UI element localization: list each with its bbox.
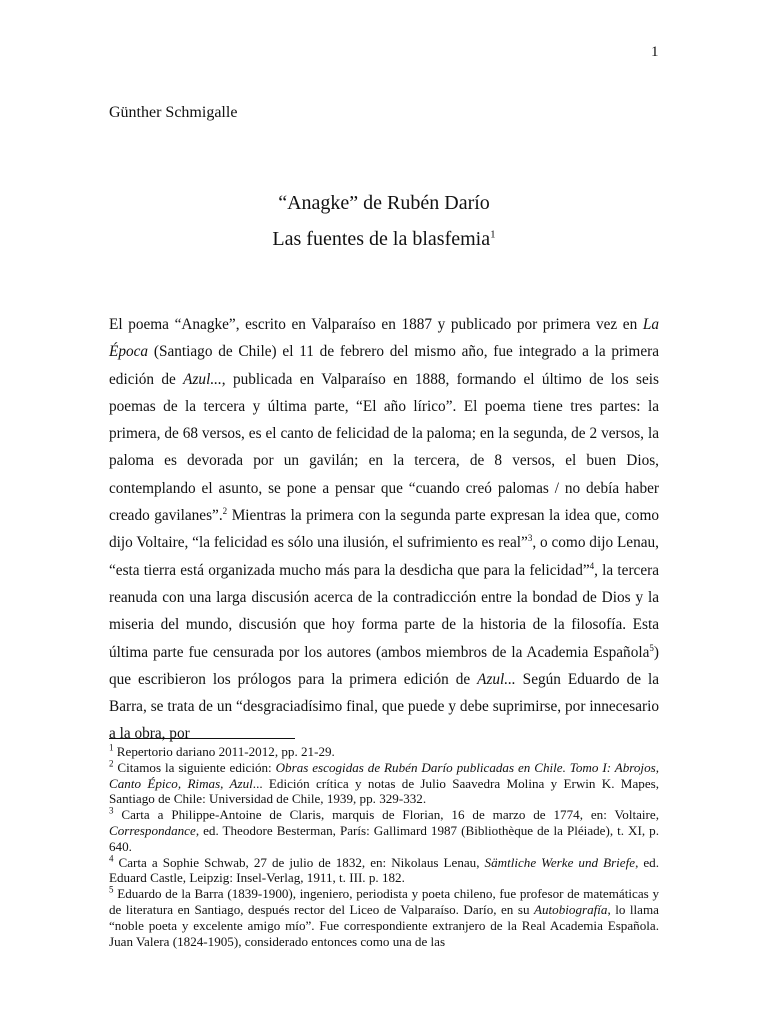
- footnote-separator: [109, 738, 295, 739]
- paragraph-text: [109, 311, 659, 748]
- footnote-number: 1: [109, 742, 114, 753]
- footnote-number: 3: [109, 805, 114, 816]
- footnote-ref-3[interactable]: 3: [527, 533, 533, 544]
- footnotes: [109, 744, 659, 949]
- footnote-work-title: Sämtliche Werke und Briefe: [484, 854, 636, 870]
- footnote-work-title: Obras escogidas de Rubén Darío publicadas en Chile. Tomo I: Abrojos, Canto Épico, Rimas, Azul: [109, 759, 659, 791]
- footnote-number: 5: [109, 884, 114, 895]
- body-paragraph: [109, 311, 659, 748]
- body-text-segment: (Santiago de Chile) el 11 de febrero del mismo año, fue integrado a la primera edición de: [109, 343, 659, 388]
- footnote-ref-5[interactable]: 5: [649, 642, 654, 653]
- footnote-text: , ed. Eduard Castle, Leipzig: Insel-Verlag, 1911, t. III. p. 182.: [109, 854, 659, 886]
- footnote-text: ... Edición crítica y notas de Julio Saavedra Molina y Erwin K. Mapes, Santiago de Chile: Universidad de Chile, 1939, pp. 329-332.: [109, 775, 659, 807]
- body-text-segment: , o como dijo Lenau, “esta tierra está organizada mucho más para la desdicha que para la felicidad”: [109, 534, 659, 579]
- body-text-segment: El poema “Anagke”, escrito en Valparaíso en 1887 y publicado por primera vez en: [109, 316, 643, 333]
- footnote-text: , ed. Theodore Besterman, París: Gallimard 1987 (Bibliothèque de la Pléiade), t. XI, p. 640.: [109, 822, 659, 854]
- footnote-ref-4[interactable]: 4: [589, 560, 595, 571]
- footnote-number: 2: [109, 758, 114, 769]
- footnote-text: Carta a Philippe-Antoine de Claris, marquis de Florian, 16 de marzo de 1774, en: Voltaire,: [113, 807, 659, 823]
- footnote-ref-1[interactable]: 1: [490, 228, 496, 241]
- footnote-2: [109, 760, 659, 807]
- footnote-4: [109, 855, 659, 887]
- title-line-1: “Anagke” de Rubén Darío: [278, 192, 490, 214]
- footnote-ref-2[interactable]: 2: [222, 505, 228, 516]
- footnote-number: 4: [109, 853, 114, 864]
- footnote-text: Eduardo de la Barra (1839-1900), ingeniero, periodista y poeta chileno, fue profesor de matemáticas y de literatura en Santiago, después rector del Liceo de Valparaíso. Darío, en su: [109, 886, 659, 917]
- work-title-azul: Azul...: [477, 670, 516, 688]
- footnote-work-title: Autobiografía: [533, 901, 608, 917]
- footnote-text: Carta a Sophie Schwab, 27 de julio de 1832, en: Nikolaus Lenau,: [113, 854, 485, 870]
- author-name: Günther Schmigalle: [109, 104, 238, 121]
- footnote-5: [109, 886, 659, 949]
- footnote-work-title: Correspondance: [109, 822, 196, 838]
- title-block: [0, 185, 768, 257]
- body-text-segment: , publicada en Valparaíso en 1888, formando el último de los seis poemas de la tercera y última parte, “El año lírico”. El poema tiene tres partes: la primera, de 68 versos, es el canto de felicidad de la paloma; en la segunda, de 2 versos, la paloma es devorada por un gavilán; en la tercera, de 8 versos, el buen Dios, contemplando el asunto, se pone a pensar que “cuando creó palomas / no debía haber creado gavilanes”.: [109, 370, 659, 525]
- footnote-text: , lo llama “noble poeta y excelente amigo mío”. Fue correspondiente extranjero de la Real Academia Española. Juan Valera (1824-1905), considerado entonces como una de las: [109, 901, 659, 949]
- footnote-text: Citamos la siguiente edición:: [113, 759, 276, 775]
- work-title-azul: Azul...: [183, 370, 222, 388]
- footnote-3: [109, 807, 659, 854]
- footnote-text: Repertorio dariano 2011-2012, pp. 21-29.: [113, 744, 335, 759]
- body-text-segment: Según Eduardo de la Barra, se trata de un “desgraciadísimo final, que puede y debe suprimirse, por innecesario a la obra, por: [109, 670, 659, 743]
- title-line-2-text: Las fuentes de la blasfemia: [272, 228, 491, 250]
- body-text-segment: Mientras la primera con la segunda parte expresan la idea que, como dijo Voltaire, “la felicidad es sólo una ilusión, el sufrimiento es real”: [109, 507, 660, 552]
- body-text-segment: , la tercera reanuda con una larga discusión acerca de la contradicción entre la bondad de Dios y la miseria del mundo, discusión que hoy forma parte de la historia de la filosofía. Esta última parte fue censurada por los autores (ambos miembros de la Academia Española: [109, 561, 660, 661]
- body-text-segment: ) que escribieron los prólogos para la primera edición de: [109, 643, 659, 688]
- page-number: 1: [651, 44, 659, 60]
- title-line-2: [0, 221, 768, 257]
- footnote-1: [109, 744, 659, 760]
- work-title-la-epoca: La Época: [109, 316, 659, 361]
